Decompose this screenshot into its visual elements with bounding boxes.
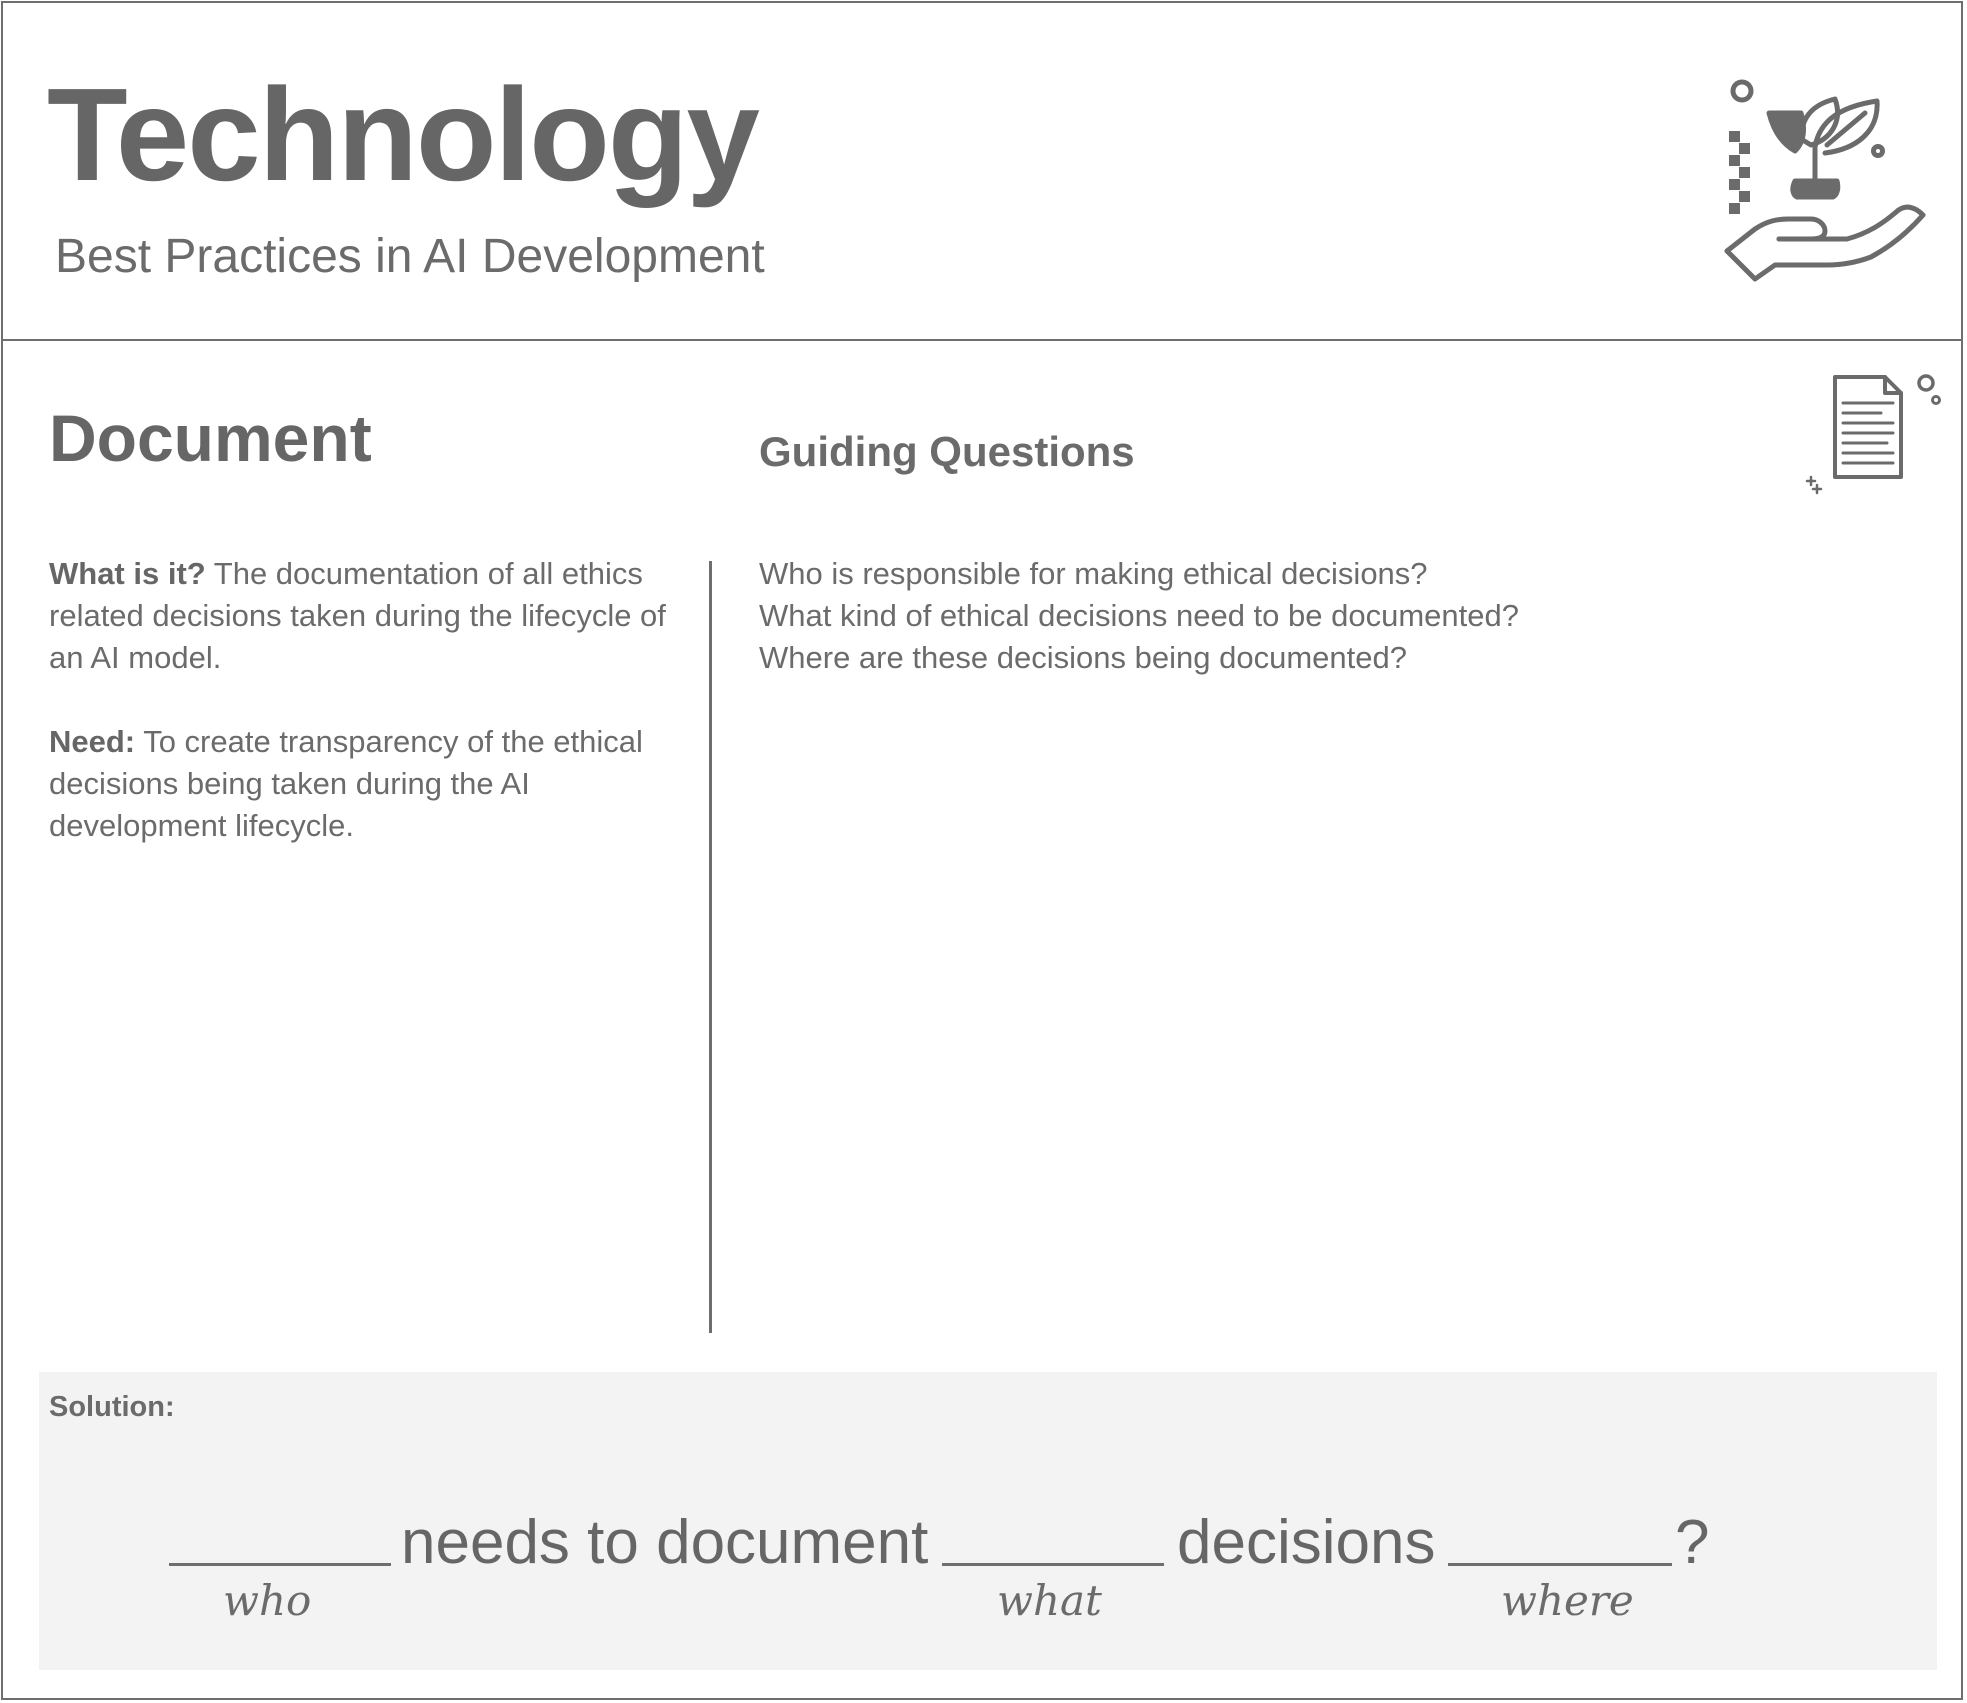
who-blank[interactable] xyxy=(169,1563,391,1566)
guiding-question: Where are these decisions being documented? xyxy=(759,640,1407,675)
card-header xyxy=(3,3,1961,341)
hand-holding-plant-icon xyxy=(1715,63,1927,283)
description-column xyxy=(49,553,669,889)
solution-end-mark: ? xyxy=(1675,1508,1710,1577)
solution-label: Solution: xyxy=(49,1391,175,1423)
document-icon xyxy=(1801,369,1941,499)
what-is-it-text: The documentation of all ethics related decisions taken during the lifecycle of an AI model. xyxy=(49,556,666,675)
guiding-questions-title: Guiding Questions xyxy=(759,428,1135,475)
column-divider xyxy=(709,561,712,1333)
card-title: Technology xyxy=(47,61,758,208)
who-hint: who xyxy=(223,1576,312,1625)
solution-sentence xyxy=(39,1372,1937,1670)
guiding-question: What kind of ethical decisions need to be documented? xyxy=(759,598,1519,633)
what-is-it-paragraph xyxy=(49,553,669,679)
need-text: To create transparency of the ethical decisions being taken during the AI development lifecycle. xyxy=(49,724,643,843)
section-title: Document xyxy=(49,401,372,475)
what-blank[interactable] xyxy=(942,1563,1164,1566)
guiding-question: Who is responsible for making ethical decisions? xyxy=(759,556,1428,591)
card-subtitle: Best Practices in AI Development xyxy=(55,230,765,283)
need-paragraph xyxy=(49,721,669,847)
solution-box xyxy=(39,1372,1937,1670)
solution-phrase-2: decisions xyxy=(1177,1508,1436,1577)
solution-phrase-1: needs to document xyxy=(401,1508,929,1577)
practice-card xyxy=(1,1,1963,1700)
where-blank[interactable] xyxy=(1448,1563,1672,1566)
guiding-questions-list xyxy=(759,553,1759,679)
what-is-it-label: What is it? xyxy=(49,556,206,591)
what-hint: what xyxy=(997,1576,1102,1625)
need-label: Need: xyxy=(49,724,136,759)
where-hint: where xyxy=(1501,1576,1634,1625)
